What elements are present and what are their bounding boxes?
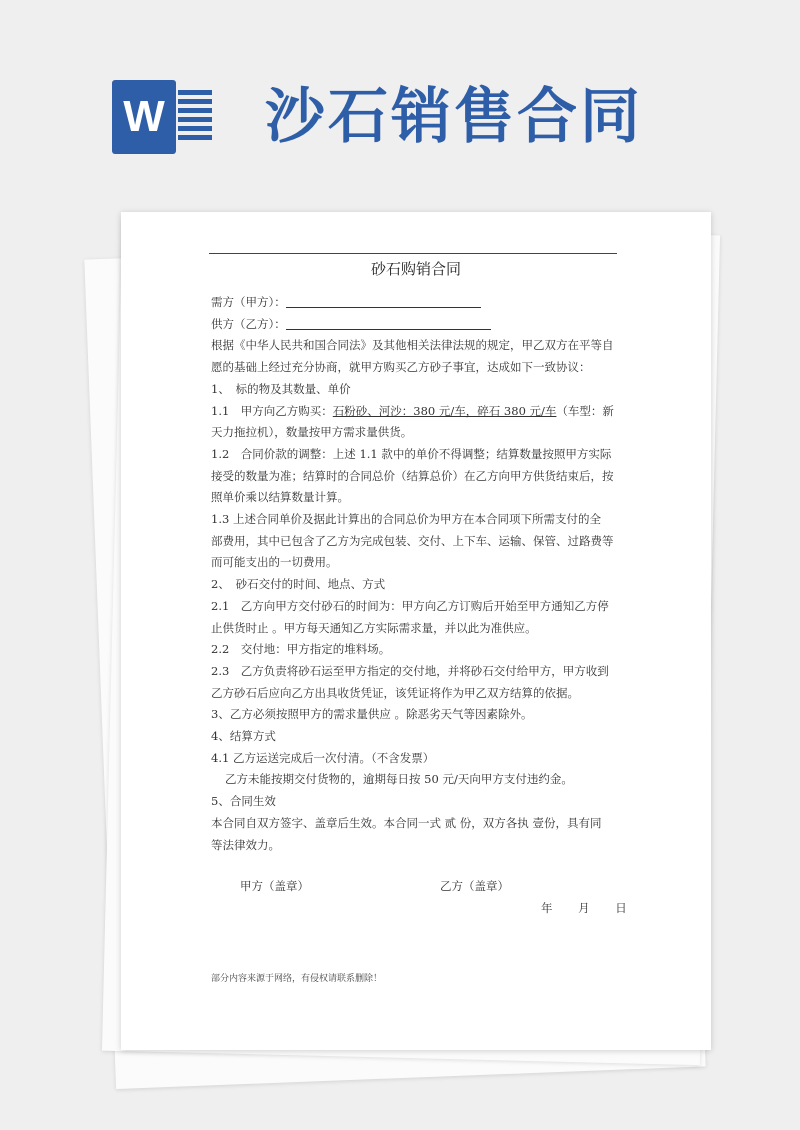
clause-2-3-line-1: 2.3 乙方负责将砂石运至甲方指定的交付地，并将砂石交付给甲方，甲方收到 xyxy=(211,663,609,678)
party-a-signature: 甲方（盖章） xyxy=(240,879,309,893)
document-page xyxy=(121,212,711,1050)
word-logo-letter: W xyxy=(112,80,176,154)
clause-2-1-line-1: 2.1 乙方向甲方交付砂石的时间为：甲方向乙方订购后开始至甲方通知乙方停 xyxy=(211,598,609,613)
seller-label: 供方（乙方）： xyxy=(211,316,286,331)
header-rule xyxy=(209,253,617,254)
section-5-line-1: 本合同自双方签字、盖章后生效。本合同一式 贰 份，双方各执 壹份，具有同 xyxy=(211,815,602,830)
clause-1-1-line-2: 天力拖拉机），数量按甲方需求量供货。 xyxy=(211,425,413,440)
section-2-heading: 2、 砂石交付的时间、地点、方式 xyxy=(211,577,386,592)
word-document-icon xyxy=(112,80,212,154)
section-1-heading: 1、 标的物及其数量、单价 xyxy=(211,381,351,396)
clause-1-3-line-3: 而可能支出的一切费用。 xyxy=(211,555,338,570)
clause-1-3-line-2: 部费用，其中已包含了乙方为完成包装、交付、上下车、运输、保管、过路费等 xyxy=(211,533,614,548)
document-body xyxy=(211,292,621,856)
copyright-note: 部分内容来源于网络，有侵权请联系删除！ xyxy=(211,974,383,984)
word-logo-lines xyxy=(178,90,212,144)
clause-2-2: 2.2 交付地：甲方指定的堆料场。 xyxy=(211,642,391,657)
clause-1-2-line-1: 1.2 合同价款的调整：上述 1.1 款中的单价不得调整；结算数量按照甲方实际 xyxy=(211,446,612,461)
intro-line-2: 愿的基础上经过充分协商，就甲方购买乙方砂子事宜，达成如下一致协议： xyxy=(211,360,591,375)
clause-1-2-line-2: 接受的数量为准；结算时的合同总价（结算总价）在乙方向甲方供货结束后，按 xyxy=(211,468,614,483)
banner-title: 沙石销售合同 xyxy=(265,82,643,152)
clause-1-1-price: 石粉砂、河沙：380 元/车，碎石 380 元/车 xyxy=(332,403,557,418)
clause-1-1-line-1 xyxy=(211,401,621,423)
buyer-label: 需方（甲方）： xyxy=(211,295,286,309)
document-title: 砂石购销合同 xyxy=(370,260,461,278)
clause-1-3-line-1: 1.3 上述合同单价及据此计算出的合同总价为甲方在本合同项下所需支付的全 xyxy=(211,512,601,527)
section-3: 3、乙方必须按照甲方的需求量供应 。除恶劣天气等因素除外。 xyxy=(211,707,533,722)
section-5-line-2: 等法律效力。 xyxy=(211,837,280,852)
clause-2-1-line-2: 止供货时止 。甲方每天通知乙方实际需求量，并以此为准供应。 xyxy=(211,620,537,635)
party-b-signature: 乙方（盖章） xyxy=(440,879,509,893)
signature-date: 年 月 日 xyxy=(541,901,627,915)
seller-blank-field xyxy=(286,315,491,330)
clause-1-1-suffix: （车型：新 xyxy=(556,403,614,418)
clause-1-1-prefix: 1.1 甲方向乙方购买： xyxy=(211,403,333,418)
clause-4-2: 乙方未能按期交付货物的，逾期每日按 50 元/天向甲方支付违约金。 xyxy=(225,772,573,787)
buyer-blank-field xyxy=(286,293,481,308)
clause-1-2-line-3: 照单价乘以结算数量计算。 xyxy=(211,490,349,505)
clause-2-3-line-2: 乙方砂石后应向乙方出具收货凭证，该凭证将作为甲乙双方结算的依据。 xyxy=(211,685,579,700)
buyer-line xyxy=(211,292,621,314)
seller-line xyxy=(211,314,621,336)
clause-4-1: 4.1 乙方运送完成后一次付清。（不含发票） xyxy=(211,750,435,765)
section-4-heading: 4、结算方式 xyxy=(211,729,276,744)
banner-header xyxy=(0,0,800,200)
intro-line-1: 根据《中华人民共和国合同法》及其他相关法律法规的规定，甲乙双方在平等自 xyxy=(211,338,614,353)
section-5-heading: 5、合同生效 xyxy=(211,794,276,809)
